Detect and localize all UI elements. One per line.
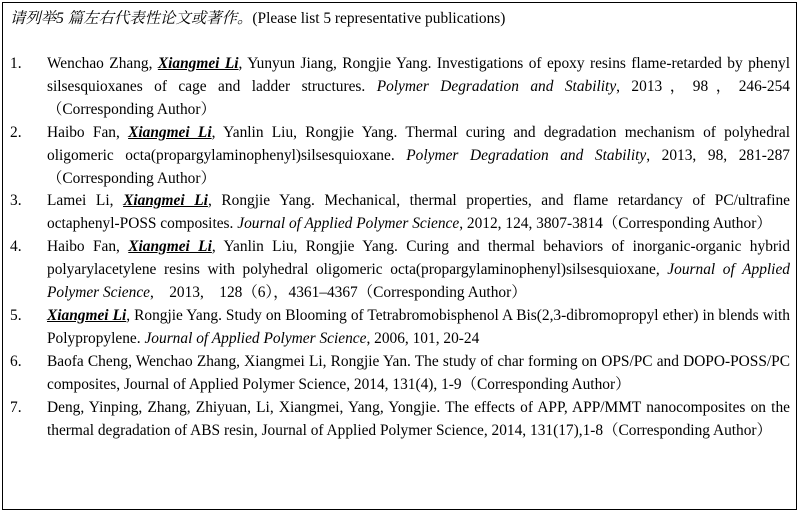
journal-name: Journal of Applied Polymer Science: [47, 261, 790, 302]
publication-item-4: [10, 236, 790, 305]
heading-chinese: 请列举5 篇左右代表性论文或著作。: [10, 10, 253, 27]
item-number: 5.: [10, 306, 22, 324]
authors-before: Haibo Fan,: [47, 238, 129, 256]
publication-item-5: [10, 305, 790, 351]
citation-text: Baofa Cheng, Wenchao Zhang, Xiangmei Li, Rongjie Yan. The study of char forming on OPS/PC and DOPO-POSS/PC composites, Journal of Applied Polymer Science, 2014, 131(4), 1-9（Corresponding Author）: [47, 352, 790, 393]
journal-name: Polymer Degradation and Stability: [406, 146, 647, 164]
citation-text: Deng, Yinping, Zhang, Zhiyuan, Li, Xiangmei, Yang, Yongjie. The effects of APP, APP/MMT nanocomposites on the thermal degradation of ABS resin, Journal of Applied Polymer Science, 2014, 131(17),1-8（Corresponding Author）: [47, 398, 790, 439]
publication-item-3: [10, 190, 790, 236]
publication-item-7: [10, 397, 790, 443]
publication-item-6: [10, 351, 790, 397]
authors-and-title: , Rongjie Yang. Study on Blooming of Tetrabromobisphenol A Bis(2,3-dibromopropyl ether) in blends with Polypropylene.: [47, 306, 790, 347]
publication-details: , 2013，98，246-254 （Corresponding Author）: [47, 77, 790, 118]
highlighted-author: Xiangmei Li: [157, 55, 239, 72]
authors-and-title: , Yunyun Jiang, Rongjie Yang. Investigations of epoxy resins flame-retarded by phenyl silsesquioxanes of cage and ladder structures.: [47, 55, 790, 95]
publication-details: , 2013, 98, 281-287（Corresponding Author）: [47, 146, 790, 187]
publication-item-2: [10, 122, 790, 191]
publication-details: , 2013, 128（6），4361–4367（Corresponding Author）: [149, 284, 527, 302]
highlighted-author: Xiangmei Li: [123, 192, 208, 210]
journal-name: Polymer Degradation and Stability: [376, 77, 617, 95]
publication-list: [10, 53, 790, 442]
highlighted-author: Xiangmei Li: [128, 238, 212, 256]
authors-and-title: , Yanlin Liu, Rongjie Yang. Curing and thermal behaviors of inorganic-organic hybrid polyarylacetylene resins with polyhedral oligomeric octa(propargylaminophenyl)silsesquioxane,: [47, 238, 790, 279]
item-number: 4.: [10, 238, 22, 256]
authors-before: Lamei Li,: [47, 192, 124, 210]
highlighted-author: Xiangmei Li: [128, 123, 212, 141]
section-heading: [10, 8, 790, 31]
authors-before: Haibo Fan,: [47, 123, 129, 141]
publication-item-1: [10, 53, 790, 122]
journal-name: Journal of Applied Polymer Science: [144, 329, 367, 347]
publication-details: , 2006, 101, 20-24: [366, 329, 480, 347]
item-number: 2.: [10, 123, 22, 141]
journal-name: Journal of Applied Polymer Science: [237, 215, 460, 233]
heading-english: (Please list 5 representative publications): [252, 10, 506, 27]
authors-and-title: , Yanlin Liu, Rongjie Yang. Thermal curing and degradation mechanism of polyhedral oligomeric octa(propargylaminophenyl)silsesquioxane.: [47, 123, 790, 164]
highlighted-author: Xiangmei Li: [47, 306, 127, 324]
authors-and-title: , Rongjie Yang. Mechanical, thermal properties, and flame retardancy of PC/ultrafine octaphenyl-POSS composites.: [47, 192, 790, 233]
publications-box: [2, 2, 797, 510]
item-number: 7.: [10, 398, 22, 416]
publication-details: , 2012, 124, 3807-3814（Corresponding Author）: [459, 215, 772, 233]
item-number: 1.: [10, 55, 22, 72]
item-number: 6.: [10, 352, 22, 370]
item-number: 3.: [10, 192, 22, 210]
authors-before: Wenchao Zhang,: [47, 55, 158, 72]
